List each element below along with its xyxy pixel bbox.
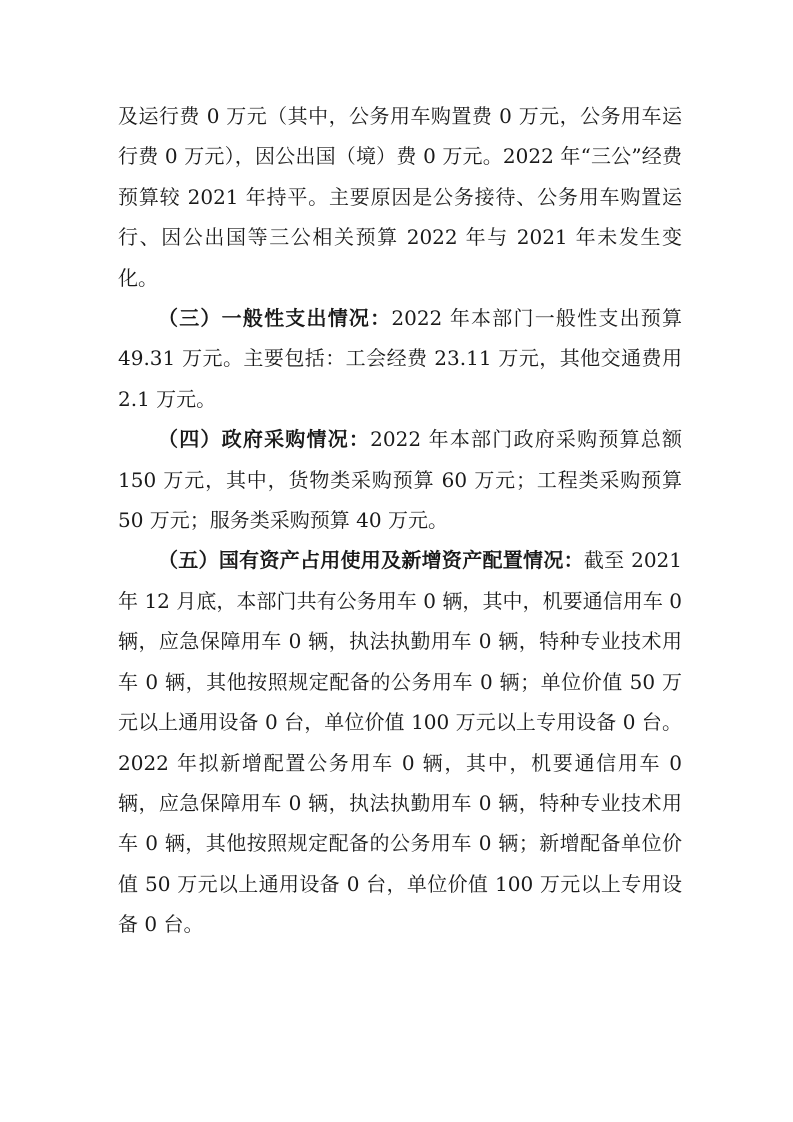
paragraph-government-procurement [118, 419, 682, 540]
paragraph-general-expenditure [118, 298, 682, 419]
section-heading: （三）一般性支出情况： [158, 306, 392, 331]
paragraph-text: 2022 年本部门一般性支出预算 49.31 万元。主要包括：工会经费 23.11 万元，其他交通费用 2.1 万元。 [118, 306, 682, 411]
paragraph-text: 及运行费 0 万元（其中，公务用车购置费 0 万元，公务用车运行费 0 万元），因公出国（境）费 0 万元。2022 年“三公”经费预算较 2021 年持平。主要原因是公务接待、公务用车购置运行、因公出国等三公相关预算 2022 年与 2021 年未发生变化。 [118, 104, 682, 290]
section-heading: （四）政府采购情况： [158, 427, 371, 452]
paragraph-text: 截至 2021 年 12 月底，本部门共有公务用车 0 辆，其中，机要通信用车 0 辆，应急保障用车 0 辆，执法执勤用车 0 辆，特种专业技术用车 0 辆，其他按照规定配备的公务用车 0 辆；单位价值 50 万元以上通用设备 0 台，单位价值 100 万元以上专用设备 0 台。2022 年拟新增配置公务用车 0 辆，其中，机要通信用车 0 辆，应急保障用车 0 辆，执法执勤用车 0 辆，特种专业技术用车 0 辆，其他按照规定配备的公务用车 0 辆；新增配备单位价值 50 万元以上通用设备 0 台，单位价值 100 万元以上专用设备 0 台。 [118, 548, 683, 937]
paragraph-state-assets [118, 540, 682, 944]
section-heading: （五）国有资产占用使用及新增资产配置情况： [158, 548, 584, 573]
paragraph-continuation [118, 96, 682, 298]
document-page [118, 96, 682, 945]
paragraph-text: 2022 年本部门政府采购预算总额 150 万元，其中，货物类采购预算 60 万元；工程类采购预算 50 万元；服务类采购预算 40 万元。 [118, 427, 682, 533]
